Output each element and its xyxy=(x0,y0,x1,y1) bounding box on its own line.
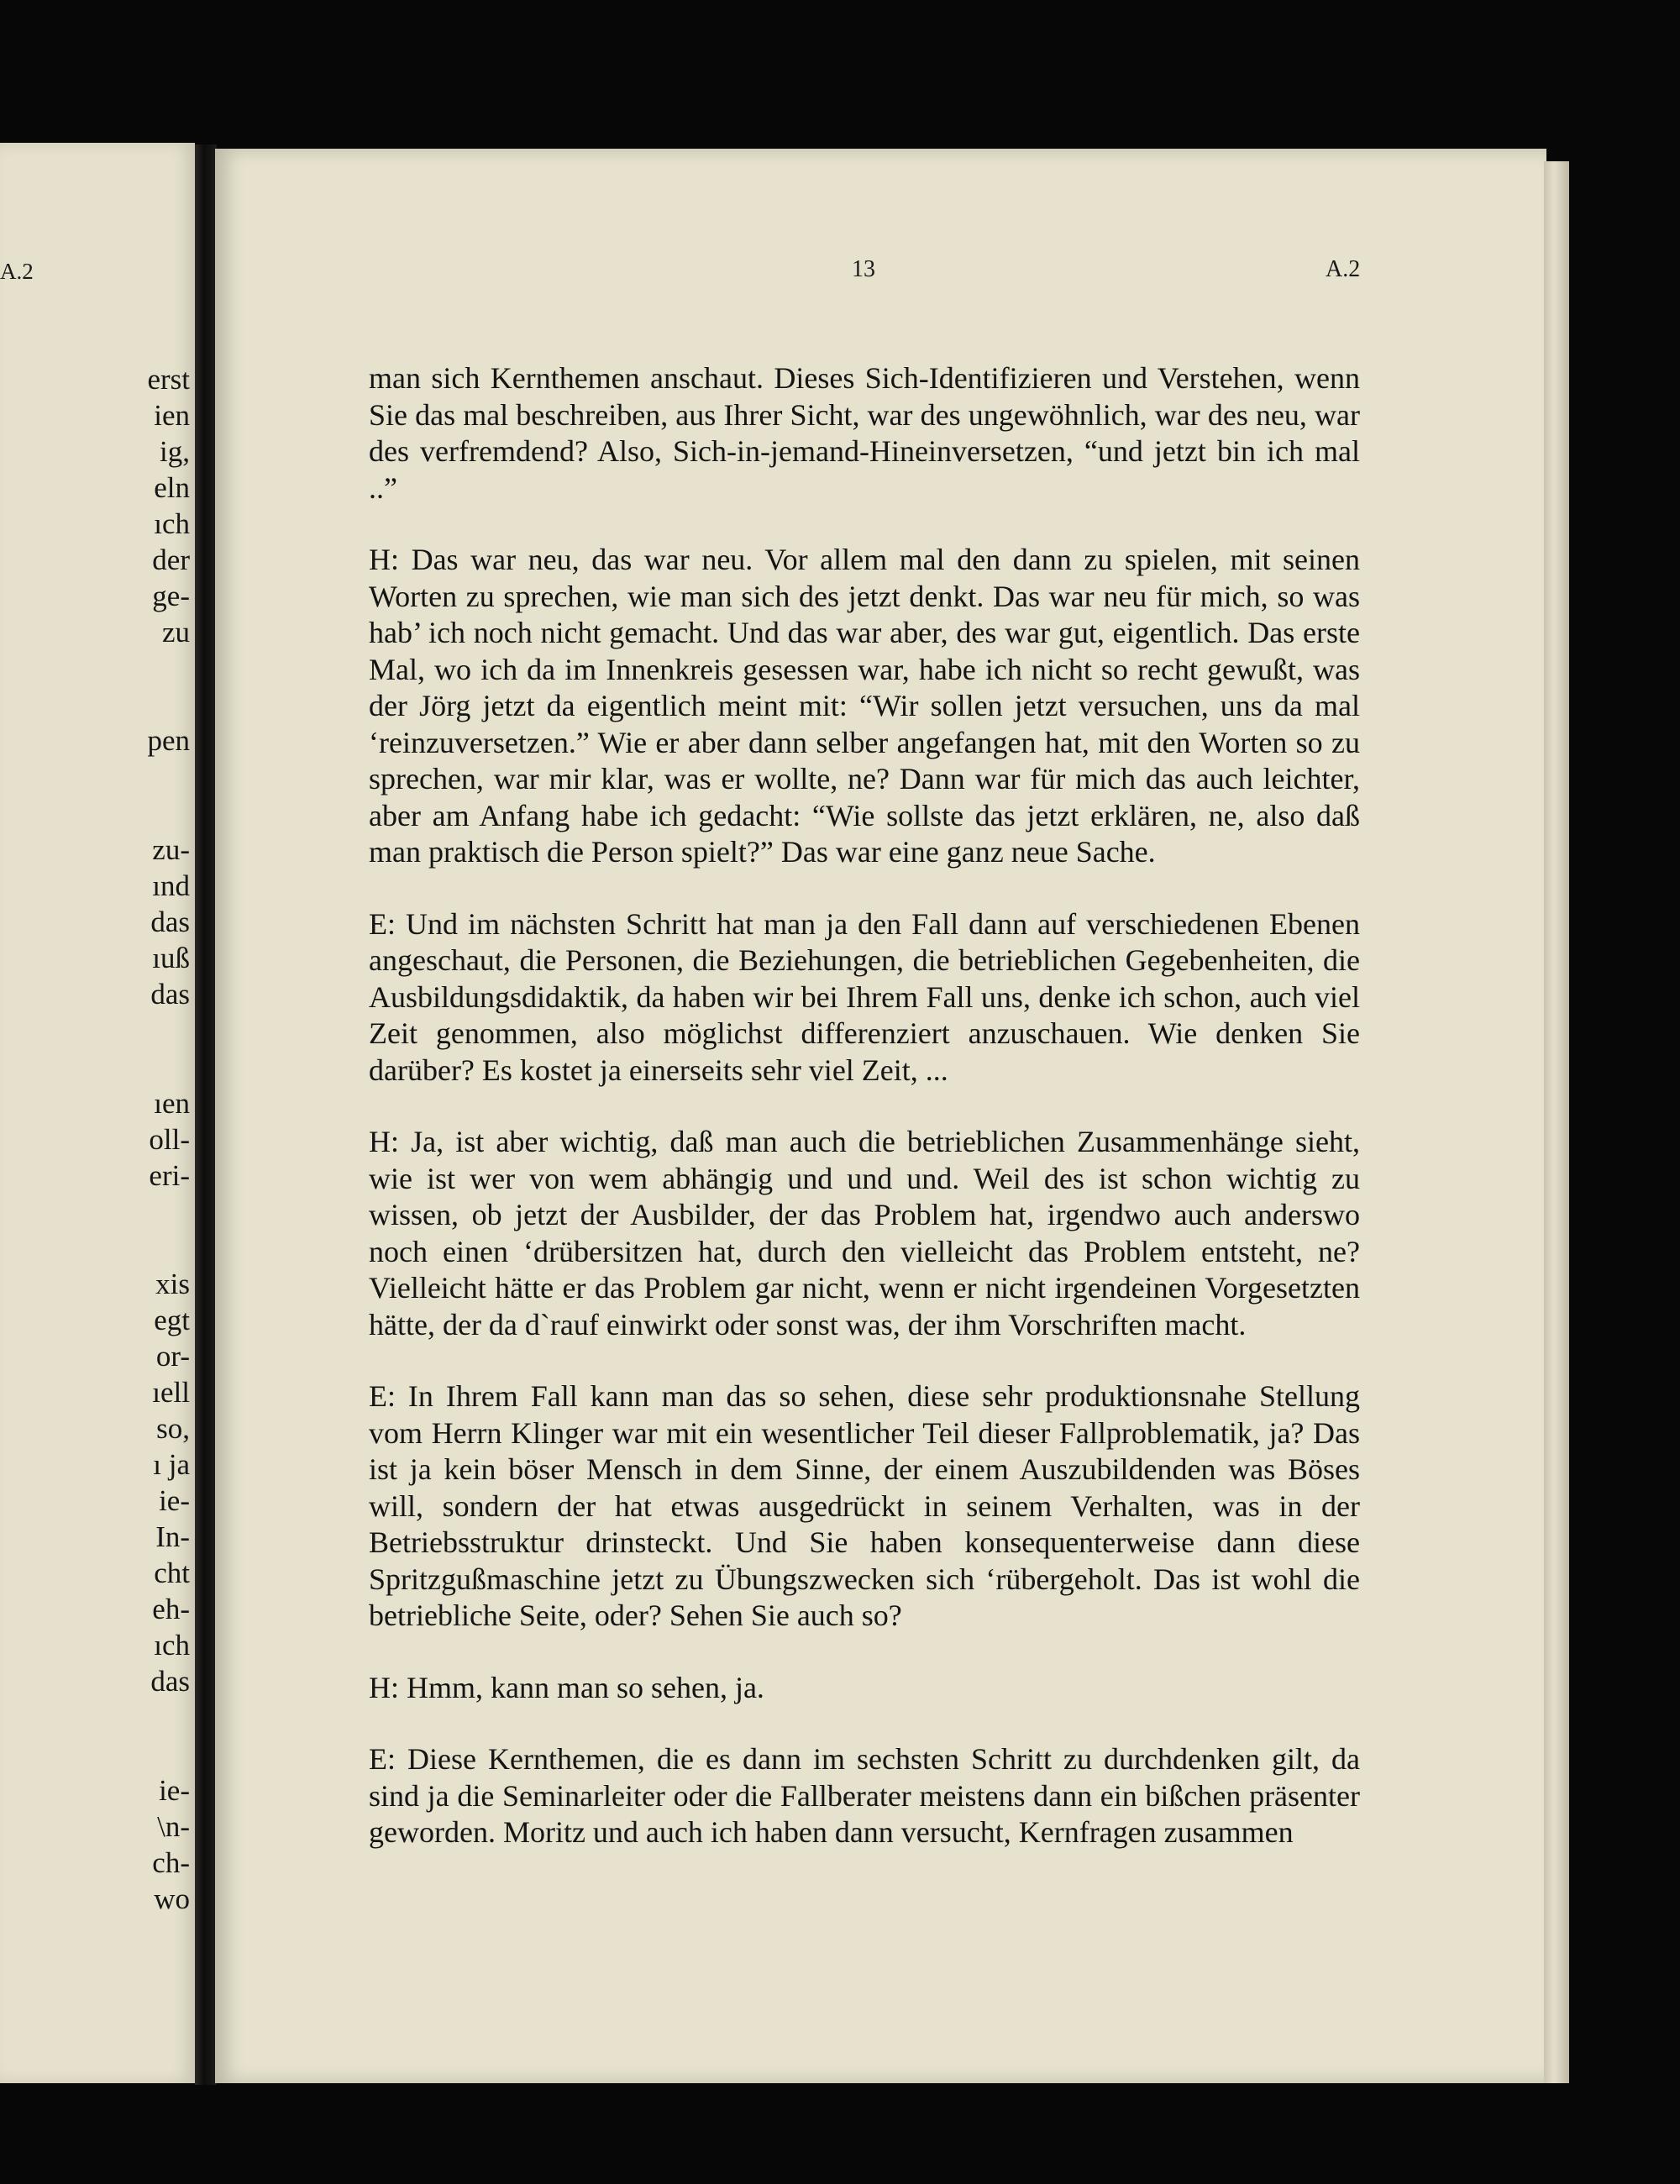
previous-page-fragment: der xyxy=(152,543,190,576)
previous-page-fragment: ıch xyxy=(154,1629,190,1662)
paragraph-2: H: Das war neu, das war neu. Vor allem mal den dann zu spielen, mit seinen Worten zu sprechen, wie man sich des jetzt denkt. Das war neu für mich, so was hab’ ich noch nicht gemacht. Und das war aber, des war gut, eigentlich. Das erste Mal, wo ich da im Innenkreis gesessen war, habe ich nicht so recht gewußt, was der Jörg jetzt da eigentlich meint mit: “Wir sollen jetzt versuchen, uns da mal ‘reinzuversetzen.” Wie er aber dann selber angefangen hat, mit den Worten so zu sprechen, war mir klar, was er wollte, ne? Dann war für mich das auch leichter, aber am Anfang habe ich gedacht: “Wie sollste das jetzt erklären, ne, also daß man praktisch die Person spielt?” Das war eine ganz neue Sache. xyxy=(369,543,1360,869)
previous-page-fragment: erst xyxy=(147,363,190,396)
page-block-edge xyxy=(1544,161,1569,2083)
book-gutter xyxy=(195,144,217,2085)
previous-page-fragment: or- xyxy=(155,1340,190,1373)
previous-page-fragment: das xyxy=(150,1665,190,1698)
paragraph-7: E: Diese Kernthemen, die es dann im sechsten Schritt zu durchdenken gilt, da sind ja die Seminarleiter oder die Fallberater meistens dann ein bißchen präsenter geworden. Moritz und auch ich haben dann versucht, Kernfragen zusammen xyxy=(369,1742,1360,1849)
previous-page-fragment: ıch xyxy=(154,507,190,540)
previous-page-fragment: \n- xyxy=(157,1810,190,1843)
previous-page-fragment: zu- xyxy=(152,833,190,866)
previous-page-fragment: zu xyxy=(161,616,190,648)
paragraph-3: E: Und im nächsten Schritt hat man ja den Fall dann auf verschiedenen Ebenen angeschaut, die Personen, die Beziehungen, die betrieblichen Gegebenheiten, die Ausbildungsdidaktik, da haben wir bei Ihrem Fall uns, denke ich schon, auch viel Zeit genommen, also möglichst differenziert anzuschauen. Wie denken Sie darüber? Es kostet ja einerseits sehr viel Zeit, ... xyxy=(369,906,1360,1087)
previous-page-fragment: cht xyxy=(154,1557,190,1589)
previous-page-fragment: ig, xyxy=(160,435,190,468)
previous-page-fragment: oll- xyxy=(149,1123,190,1156)
previous-page-fragment: ıuß xyxy=(152,942,190,974)
previous-page-fragment: ı ja xyxy=(153,1448,190,1481)
previous-page-fragment: eln xyxy=(154,471,190,504)
previous-page-fragment: wo xyxy=(154,1882,190,1915)
previous-page-fragment: so, xyxy=(156,1412,190,1445)
paragraph-1: man sich Kernthemen anschaut. Dieses Sich-Identifizieren und Verstehen, wenn Sie das mal beschreiben, aus Ihrer Sicht, war des ungewöhnlich, war des neu, war des verfremdend? Also, Sich-in-jemand-Hineinversetzen, “und jetzt bin ich mal ..” xyxy=(369,361,1360,505)
previous-page-fragment: eri- xyxy=(149,1159,190,1192)
previous-page-fragment: ch- xyxy=(152,1846,190,1879)
paragraph-4: H: Ja, ist aber wichtig, daß man auch die betrieblichen Zusammenhänge sieht, wie ist wer von wem abhängig und und und. Weil des ist schon wichtig zu wissen, ob jetzt der Ausbilder, der das Problem hat, irgendwo auch anderswo noch einen ‘drübersitzen hat, durch den vielleicht das Problem entsteht, ne? Vielleicht hätte er das Problem gar nicht, wenn er nicht irgendeinen Vorgesetzten hätte, der da d`rauf einwirkt oder sonst was, der ihm Vorschriften macht. xyxy=(369,1125,1360,1341)
previous-page-fragment: ie- xyxy=(159,1774,190,1807)
book-page xyxy=(215,149,1546,2083)
previous-page-fragment: ıen xyxy=(154,1087,190,1120)
previous-page-fragment: das xyxy=(150,906,190,938)
previous-page-fragment: ge- xyxy=(152,580,190,612)
previous-page-fragment: In- xyxy=(155,1520,190,1553)
body-text xyxy=(369,360,1360,1887)
previous-page-header: A.2 xyxy=(0,259,34,284)
previous-page-fragment: egt xyxy=(154,1304,190,1336)
paragraph-6: H: Hmm, kann man so sehen, ja. xyxy=(369,1670,764,1704)
previous-page-edge xyxy=(0,143,195,2083)
previous-page-fragment: eh- xyxy=(152,1593,190,1625)
previous-page-fragment: ıell xyxy=(152,1376,190,1409)
previous-page-fragment: xis xyxy=(155,1268,190,1300)
running-header xyxy=(215,256,1546,290)
previous-page-fragment: pen xyxy=(147,724,190,757)
previous-page-fragment: ınd xyxy=(152,869,190,902)
paragraph-5: E: In Ihrem Fall kann man das so sehen, diese sehr produktionsnahe Stellung vom Herrn Klinger war mit ein wesentlicher Teil dieser Fallproblematik, ja? Das ist ja kein böser Mensch in dem Sinne, der einem Auszubildenden was Böses will, sondern der hat etwas ausgedrückt in seinem Verhalten, was in der Betriebsstruktur drinsteckt. Und Sie haben konsequenterweise dann diese Spritzgußmaschine jetzt zu Übungszwecken sich ‘rübergeholt. Das ist wohl die betriebliche Seite, oder? Sehen Sie auch so? xyxy=(369,1379,1360,1632)
section-label: A.2 xyxy=(1326,256,1361,282)
previous-page-fragment: das xyxy=(150,978,190,1011)
page-number: 13 xyxy=(852,256,875,282)
previous-page-fragment: ie- xyxy=(159,1484,190,1517)
previous-page-fragment: ien xyxy=(154,399,190,432)
